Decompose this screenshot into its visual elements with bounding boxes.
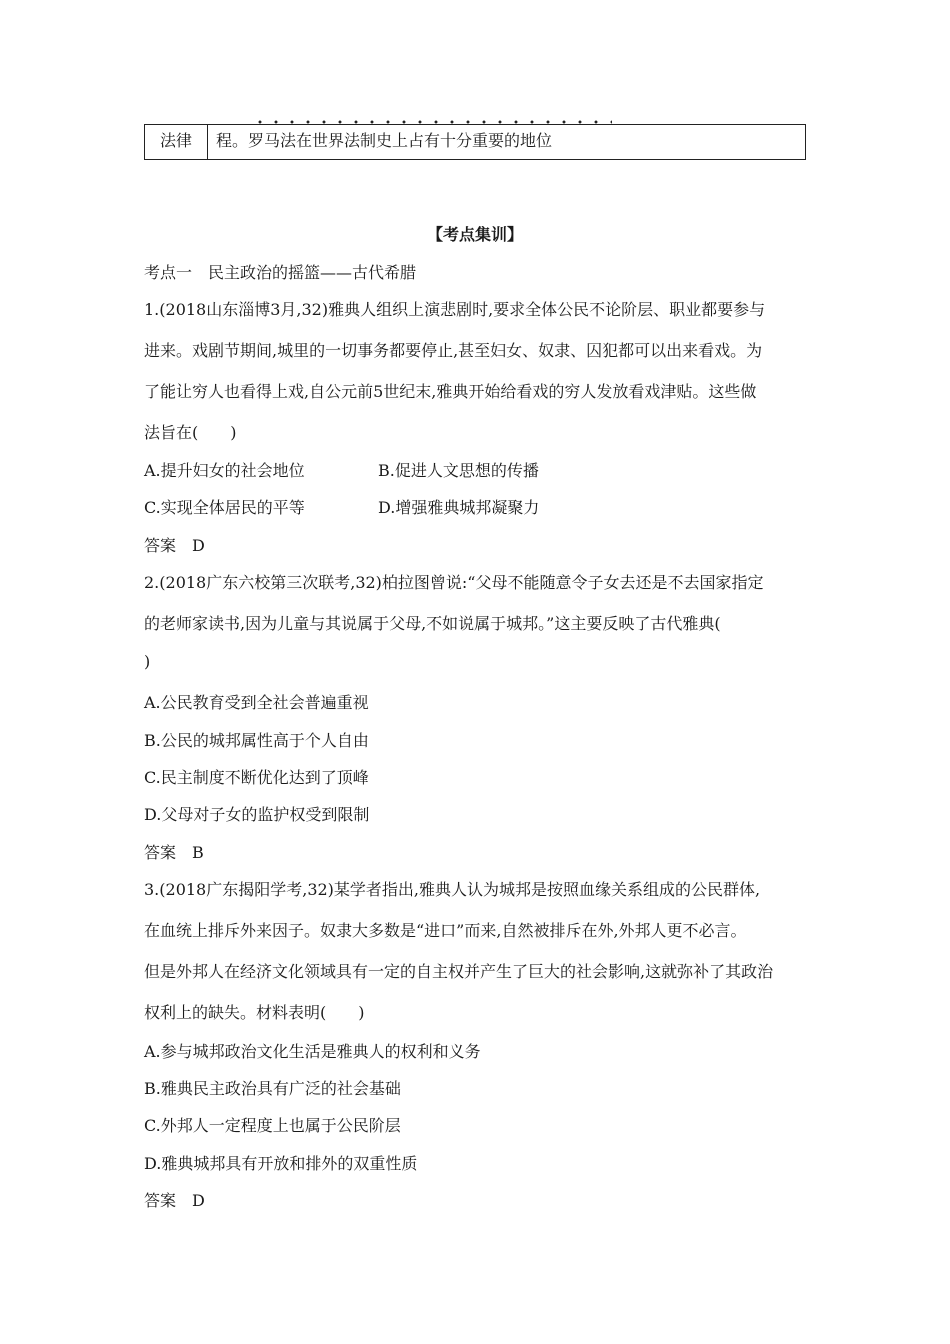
emphasis-dots: [252, 119, 612, 125]
q2-line-1: 2.(2018广东六校第三次联考,32)柏拉图曾说:“父母不能随意令子女去还是不去国家指定: [144, 573, 764, 592]
q1-answer: 答案 D: [144, 536, 205, 555]
q1-option-a: A.提升妇女的社会地位: [144, 461, 305, 480]
q1-line-2: 进来。戏剧节期间,城里的一切事务都要停止,甚至妇女、奴隶、囚犯都可以出来看戏。为: [144, 341, 763, 360]
q2-option-c: C.民主制度不断优化达到了顶峰: [144, 768, 369, 787]
table-label-cell: 法律: [145, 125, 208, 159]
law-table-row: [144, 124, 806, 160]
q3-line-2: 在血统上排斥外来因子。奴隶大多数是“进口”而来,自然被排斥在外,外邦人更不必言。: [144, 921, 747, 940]
q1-line-3: 了能让穷人也看得上戏,自公元前5世纪末,雅典开始给看戏的穷人发放看戏津贴。这些做: [144, 382, 757, 401]
section-heading: 【考点集训】: [426, 225, 523, 244]
q1-line-4: 法旨在( ): [144, 423, 237, 442]
q2-line-2: 的老师家读书,因为儿童与其说属于父母,不如说属于城邦。”这主要反映了古代雅典(: [144, 614, 721, 633]
q3-line-1: 3.(2018广东揭阳学考,32)某学者指出,雅典人认为城邦是按照血缘关系组成的公民群体,: [144, 880, 761, 899]
q3-option-b: B.雅典民主政治具有广泛的社会基础: [144, 1079, 401, 1098]
q3-option-d: D.雅典城邦具有开放和排外的双重性质: [144, 1154, 418, 1173]
q1-options-row-2: [144, 495, 540, 518]
topic-title: 考点一 民主政治的摇篮——古代希腊: [144, 263, 417, 282]
q2-option-d: D.父母对子女的监护权受到限制: [144, 805, 370, 824]
q2-answer: 答案 B: [144, 843, 204, 862]
q3-answer: 答案 D: [144, 1191, 205, 1210]
table-content-text: 程。罗马法在世界法制史上占有十分重要的地位: [216, 131, 553, 150]
q1-options-row-1: [144, 458, 539, 481]
table-content-cell: [208, 125, 805, 159]
q2-line-3: ): [144, 652, 151, 671]
q1-line-1: 1.(2018山东淄博3月,32)雅典人组织上演悲剧时,要求全体公民不论阶层、职业都要参与: [144, 300, 766, 319]
q1-option-d: D.增强雅典城邦凝聚力: [378, 498, 540, 517]
q3-option-c: C.外邦人一定程度上也属于公民阶层: [144, 1116, 401, 1135]
q1-option-b: B.促进人文思想的传播: [378, 461, 539, 480]
q2-option-b: B.公民的城邦属性高于个人自由: [144, 731, 369, 750]
q3-line-3: 但是外邦人在经济文化领域具有一定的自主权并产生了巨大的社会影响,这就弥补了其政治: [144, 962, 774, 981]
q1-option-c: C.实现全体居民的平等: [144, 498, 305, 517]
q3-line-4: 权利上的缺失。材料表明( ): [144, 1003, 365, 1022]
q2-option-a: A.公民教育受到全社会普遍重视: [144, 693, 369, 712]
q3-option-a: A.参与城邦政治文化生活是雅典人的权利和义务: [144, 1042, 481, 1061]
